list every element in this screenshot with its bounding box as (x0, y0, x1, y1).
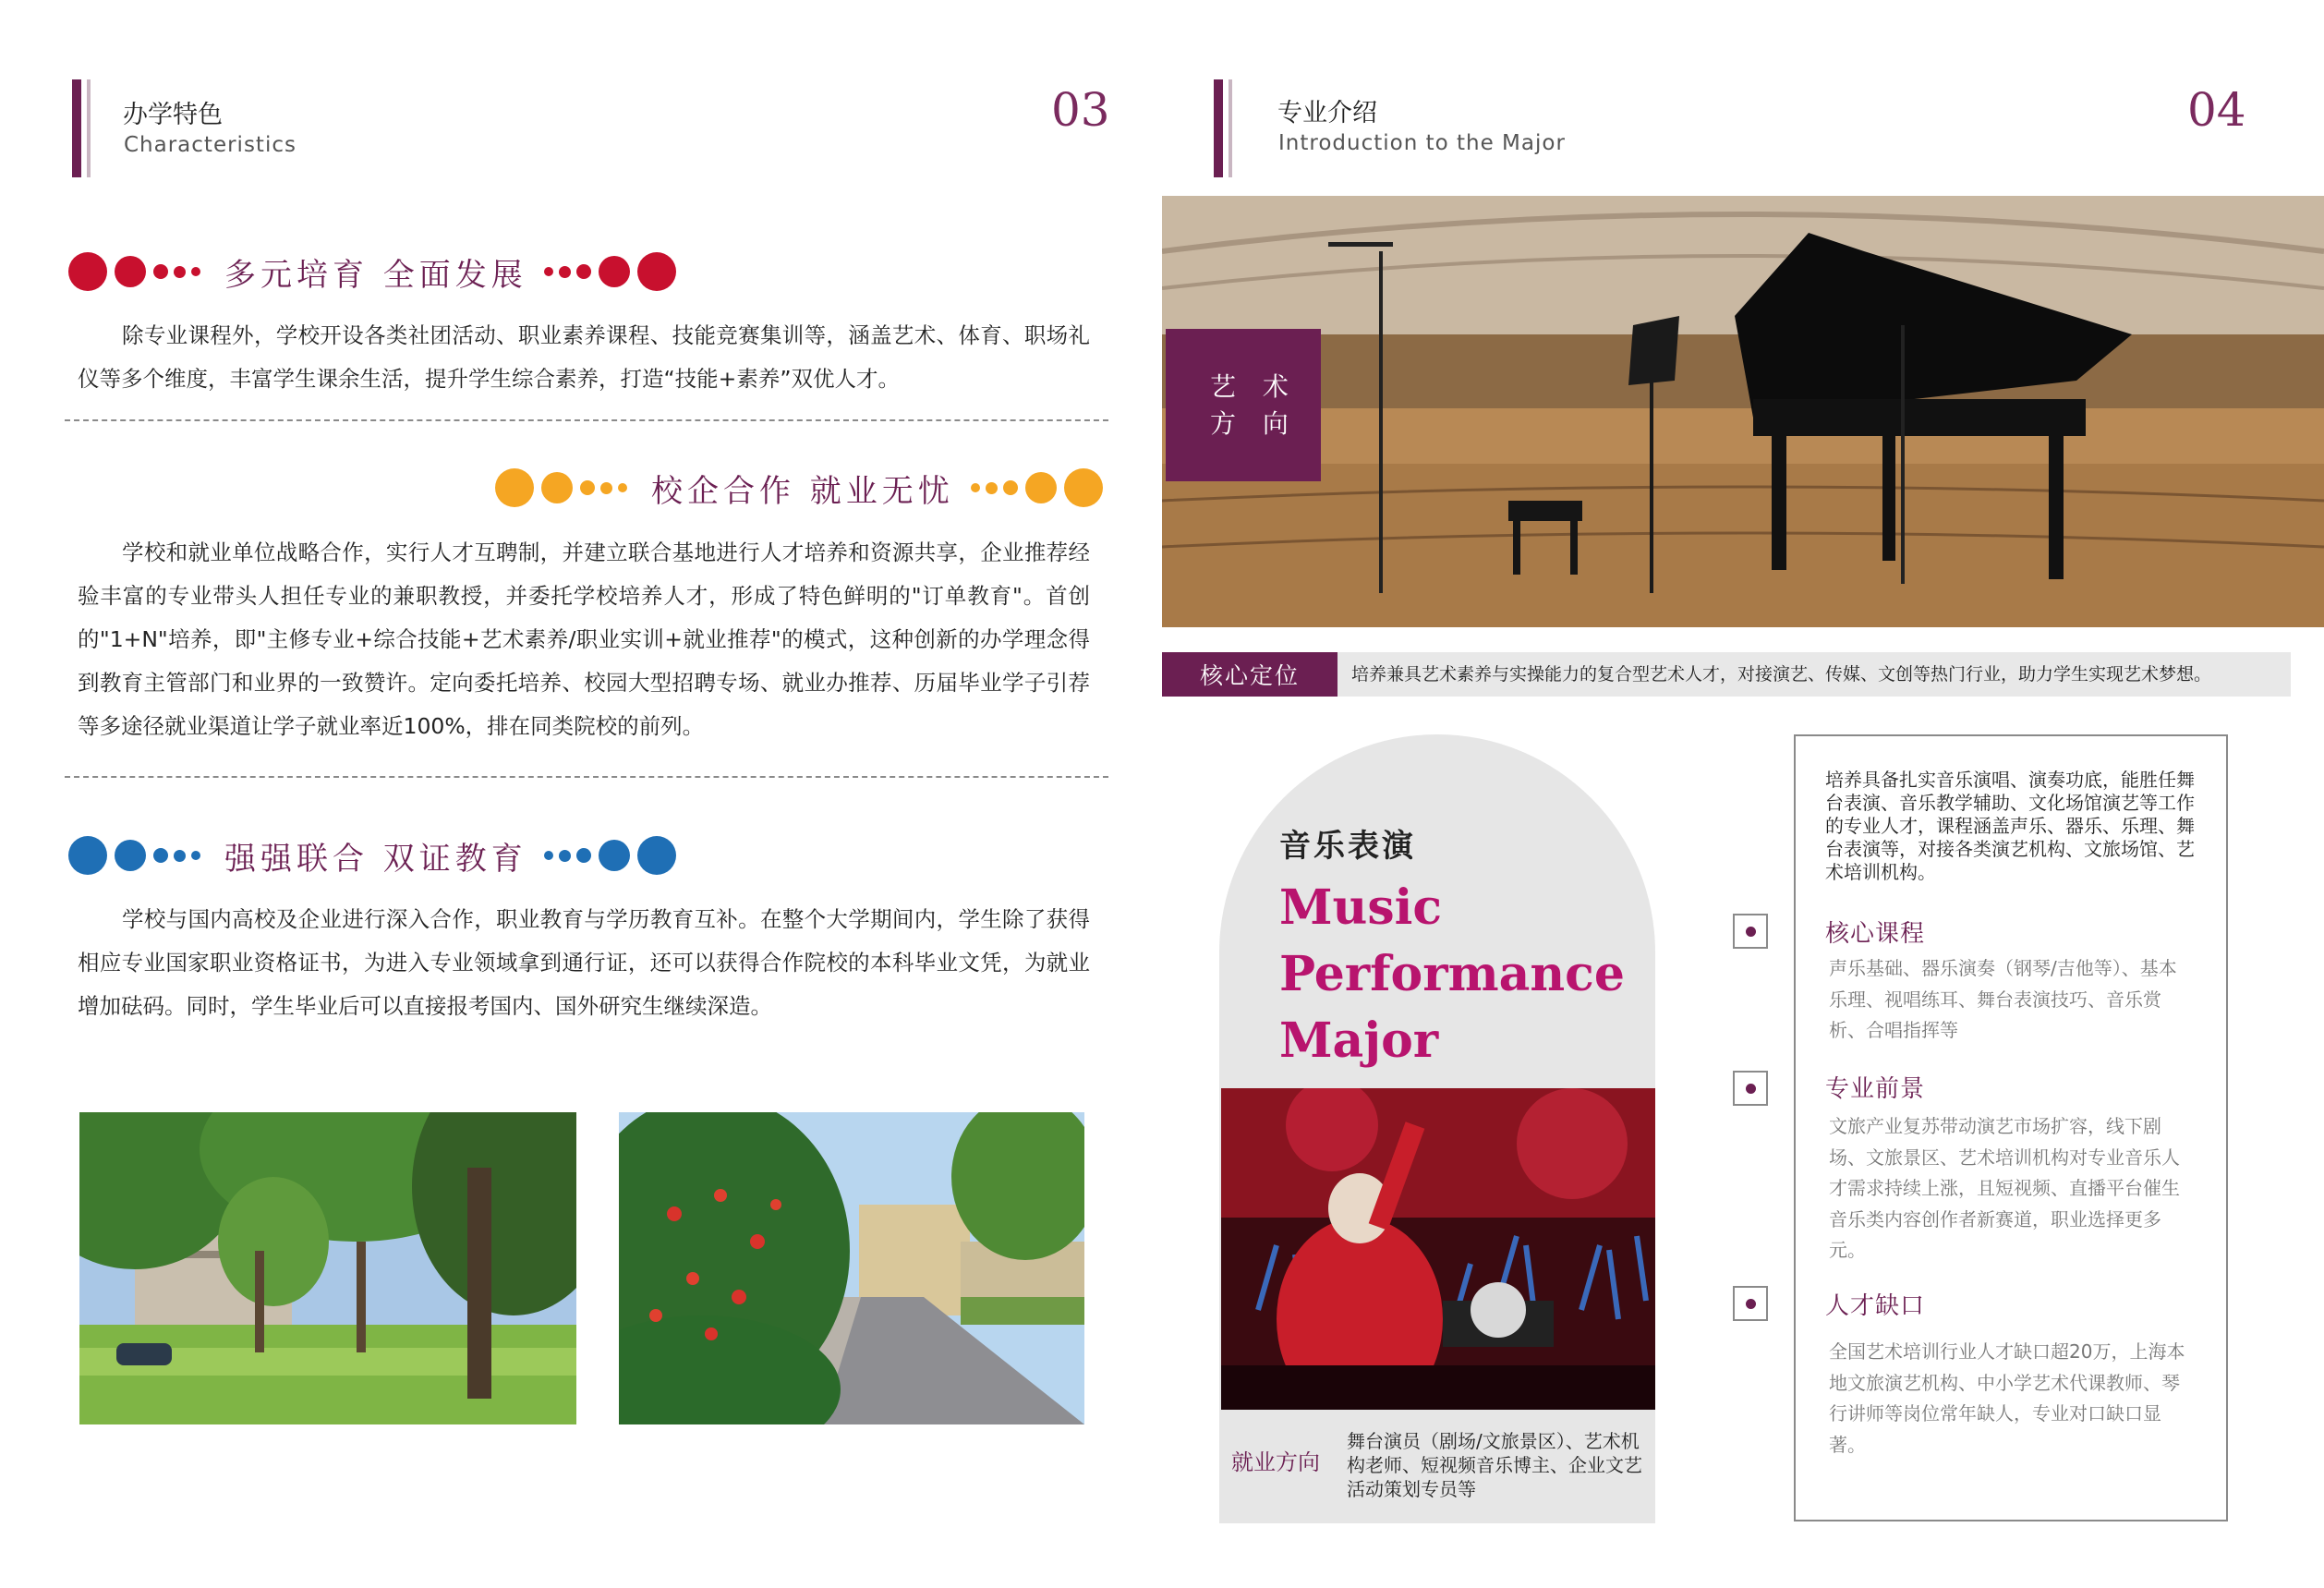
decor-dot (599, 840, 630, 871)
header-accent-bar (1214, 79, 1223, 177)
section-heading-text: 强强联合 双证教育 (224, 840, 527, 878)
core-position-label: 核心定位 (1162, 652, 1338, 697)
decor-dot (153, 264, 168, 279)
decor-dot (1064, 468, 1103, 507)
page-subtitle: Introduction to the Major (1278, 131, 1566, 155)
core-position-text: 培养兼具艺术素养与实操能力的复合型艺术人才，对接演艺、传媒、文创等热门行业，助力学生实现艺术梦想。 (1351, 664, 2212, 685)
decor-dot (971, 483, 980, 492)
decor-dot (544, 267, 553, 276)
concert-hall-photo (1162, 196, 2324, 627)
decor-dot (637, 836, 676, 875)
decor-dot (544, 851, 553, 860)
section-heading-text: 多元培育 全面发展 (224, 256, 527, 294)
major-intro-text: 培养具备扎实音乐演唱、演奏功底，能胜任舞台表演、音乐教学辅助、文化场馆演艺等工作的专业人才，课程涵盖声乐、器乐、乐理、舞台表演等，对接各类演艺机构、文旅场馆、艺术培训机构。 (1825, 769, 2195, 883)
art-tag-line: 方 向 (1210, 407, 1298, 439)
decor-dot (576, 848, 591, 863)
major-name-en-line: Major (1279, 1012, 1439, 1069)
divider (65, 419, 1108, 421)
page-number: 03 (1051, 83, 1110, 137)
decor-dot (191, 851, 200, 860)
job-direction-label: 就业方向 (1231, 1449, 1320, 1475)
decor-dot (576, 264, 591, 279)
art-direction-tag (1166, 329, 1321, 481)
page-title: 专业介绍 (1277, 99, 1377, 127)
decor-dot (541, 472, 573, 503)
decor-dot (600, 482, 612, 494)
decor-dot (153, 848, 168, 863)
page-subtitle: Characteristics (124, 133, 297, 157)
decor-dot (580, 480, 595, 495)
decor-dot (559, 266, 571, 278)
decor-dot (599, 256, 630, 287)
campus-photo-road (619, 1112, 1084, 1424)
page-title: 办学特色 (123, 101, 223, 129)
bullet-marker-icon (1733, 1071, 1768, 1106)
bullet-marker-icon (1733, 914, 1768, 949)
decor-dot (115, 256, 146, 287)
decor-dot (174, 850, 186, 862)
major-name-en-line: Performance (1279, 946, 1625, 1002)
section-heading-cooperation (495, 462, 1110, 514)
major-name-en-line: Music (1279, 879, 1443, 936)
header-accent-bar (72, 79, 81, 177)
section-body: 除专业课程外，学校开设各类社团活动、职业素养课程、技能竞赛集训等，涵盖艺术、体育、职场礼仪等多个维度，丰富学生课余生活，提升学生综合素养，打造“技能+素养”双优人才。 (78, 322, 1090, 392)
info-text: 文旅产业复苏带动演艺市场扩容，线下剧场、文旅景区、艺术培训机构对专业音乐人才需求持续上涨，且短视频、直播平台催生音乐类内容创作者新赛道，职业选择更多元。 (1829, 1115, 2180, 1261)
job-direction-text: 舞台演员（剧场/文旅景区）、艺术机构老师、短视频音乐博主、企业文艺活动策划专员等 (1347, 1430, 1642, 1500)
section-heading-dual-cert (68, 830, 684, 881)
major-name-cn: 音乐表演 (1279, 828, 1416, 865)
decor-dot (637, 252, 676, 291)
decor-dot (1025, 472, 1057, 503)
section-body: 学校和就业单位战略合作，实行人才互聘制，并建立联合基地进行人才培养和资源共享，企业推荐经验丰富的专业带头人担任专业的兼职教授，并委托学校培养人才，形成了特色鲜明的"订单教育"。首创的"1+N"培养，即"主修专业+综合技能+艺术素养/职业实训+就业推荐"的模式，这种创新的办学理念得到教育主管部门和业界的一致赞许。定向委托培养、校园大型招聘专场、就业办推荐、历届毕业学子引荐等多途径就业渠道让学子就业率近100%，排在同类院校的前列。 (78, 539, 1090, 739)
decor-dot (559, 850, 571, 862)
info-text: 声乐基础、器乐演奏（钢琴/吉他等）、基本乐理、视唱练耳、舞台表演技巧、音乐赏析、合唱指挥等 (1829, 957, 2177, 1041)
section-heading-text: 校企合作 就业无忧 (651, 472, 954, 510)
info-heading: 人才缺口 (1825, 1292, 1926, 1320)
info-heading: 专业前景 (1825, 1075, 1926, 1103)
art-tag-line: 艺 术 (1210, 370, 1298, 402)
core-position-bar (1162, 652, 2291, 697)
decor-dot (68, 836, 107, 875)
info-text: 全国艺术培训行业人才缺口超20万，上海本地文旅演艺机构、中小学艺术代课教师、琴行讲师等岗位常年缺人，专业对口缺口显著。 (1829, 1340, 2185, 1456)
page-number: 04 (2187, 83, 2246, 137)
decor-dot (495, 468, 534, 507)
decor-dot (115, 840, 146, 871)
decor-dot (618, 483, 627, 492)
decor-dot (986, 482, 998, 494)
section-body: 学校与国内高校及企业进行深入合作，职业教育与学历教育互补。在整个大学期间内，学生除了获得相应专业国家职业资格证书，为进入专业领域拿到通行证，还可以获得合作院校的本科毕业文凭，为就业增加砝码。同时，学生毕业后可以直接报考国内、国外研究生继续深造。 (78, 906, 1090, 1019)
decor-dot (68, 252, 107, 291)
decor-dot (1003, 480, 1018, 495)
decor-dot (174, 266, 186, 278)
campus-photo-trees (79, 1112, 576, 1424)
decor-dot (191, 267, 200, 276)
section-heading-diverse (68, 246, 684, 297)
divider (65, 776, 1108, 778)
bullet-marker-icon (1733, 1286, 1768, 1321)
concert-photo (1221, 1088, 1655, 1410)
info-heading: 核心课程 (1825, 920, 1926, 948)
